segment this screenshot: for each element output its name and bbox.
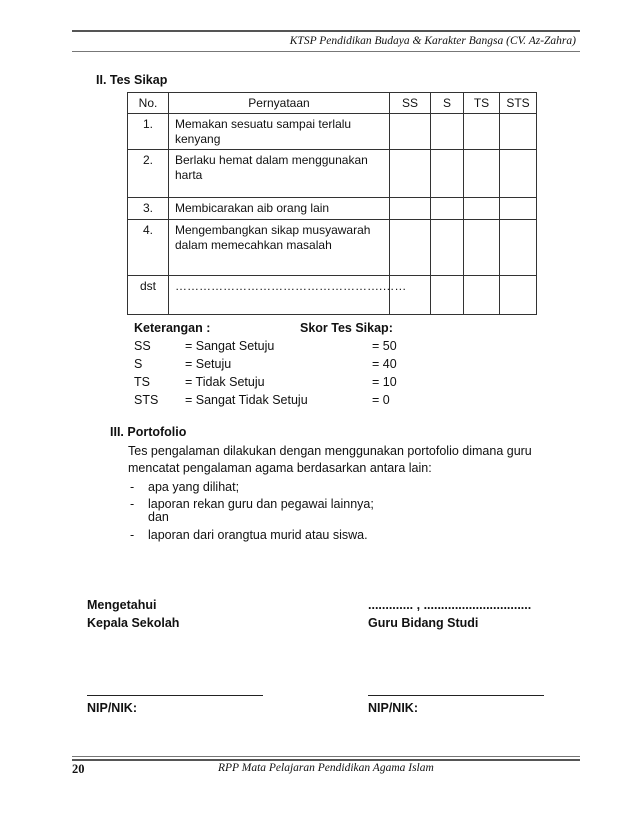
answer-cell-ts[interactable] [464,220,500,276]
legend-score: = 40 [372,357,397,371]
answer-cell-ss[interactable] [390,198,431,220]
list-item: laporan dari orangtua murid atau siswa. [148,528,368,542]
row-statement: …………………………………………….…… [169,276,390,315]
header-rule-top [72,30,580,32]
list-bullet: - [130,480,135,494]
table-header-row [128,93,537,114]
legend-meaning: = Sangat Tidak Setuju [185,393,308,407]
answer-cell-s[interactable] [431,220,464,276]
answer-cell-s[interactable] [431,150,464,198]
row-statement: Mengembangkan sikap musyawarah dalam memecahkan masalah [169,220,390,276]
nip-right: NIP/NIK: [368,701,418,715]
section-title-tes-sikap: II. Tes Sikap [96,73,168,87]
answer-cell-ts[interactable] [464,150,500,198]
footer-rule-top [72,756,580,757]
signature-right-date: ............. , ............................... [368,598,532,612]
row-statement: Memakan sesuatu sampai terlalu kenyang [169,114,390,150]
legend-score: = 50 [372,339,397,353]
list-item: apa yang dilihat; [148,480,240,494]
table-row [128,198,537,220]
answer-cell-ss[interactable] [390,114,431,150]
answer-cell-sts[interactable] [500,114,537,150]
legend-meaning: = Setuju [185,357,232,371]
answer-cell-sts[interactable] [500,150,537,198]
attitude-test-table [127,92,537,315]
legend-code: SS [134,339,151,353]
col-header-ts: TS [464,93,500,114]
nip-left: NIP/NIK: [87,701,137,715]
table-row [128,220,537,276]
footer-rule-bottom [72,759,580,761]
skor-label: Skor Tes Sikap: [300,321,393,335]
list-bullet: - [130,497,135,511]
answer-cell-ts[interactable] [464,198,500,220]
answer-cell-ts[interactable] [464,276,500,315]
row-number: 4. [128,220,169,276]
legend-score: = 10 [372,375,397,389]
answer-cell-s[interactable] [431,276,464,315]
row-statement: Berlaku hemat dalam menggunakan harta [169,150,390,198]
legend-code: TS [134,375,150,389]
answer-cell-ss[interactable] [390,150,431,198]
answer-cell-ts[interactable] [464,114,500,150]
answer-cell-sts[interactable] [500,276,537,315]
legend-meaning: = Sangat Setuju [185,339,275,353]
page-number: 20 [72,762,85,776]
list-item-continuation: dan [148,510,169,524]
header-rule-bottom [72,51,580,52]
table-row [128,150,537,198]
col-header-s: S [431,93,464,114]
answer-cell-s[interactable] [431,198,464,220]
signature-left-role: Kepala Sekolah [87,616,180,630]
signature-line-left [87,695,263,696]
col-header-sts: STS [500,93,537,114]
legend-code: S [134,357,143,371]
answer-cell-s[interactable] [431,114,464,150]
table-row [128,114,537,150]
col-header-pernyataan: Pernyataan [169,93,390,114]
answer-cell-sts[interactable] [500,220,537,276]
legend-score: = 0 [372,393,390,407]
list-bullet: - [130,528,135,542]
footer-title: RPP Mata Pelajaran Pendidikan Agama Islam [218,762,434,774]
row-number: 3. [128,198,169,220]
portfolio-intro: Tes pengalaman dilakukan dengan menggunakan portofolio dimana guru mencatat pengalaman agama berdasarkan antara lain: [128,444,532,475]
col-header-no: No. [128,93,169,114]
section-title-portofolio: III. Portofolio [110,425,187,439]
signature-right-role: Guru Bidang Studi [368,616,479,630]
list-item: laporan rekan guru dan pegawai lainnya; [148,497,374,511]
answer-cell-ss[interactable] [390,220,431,276]
header-title: KTSP Pendidikan Budaya & Karakter Bangsa (CV. Az-Zahra) [289,35,576,47]
signature-left-heading: Mengetahui [87,598,157,612]
signature-line-right [368,695,544,696]
col-header-ss: SS [390,93,431,114]
row-statement: Membicarakan aib orang lain [169,198,390,220]
row-number: 1. [128,114,169,150]
table-row [128,276,537,315]
legend-meaning: = Tidak Setuju [185,375,265,389]
keterangan-label: Keterangan : [134,321,211,335]
row-number: 2. [128,150,169,198]
row-number: dst [128,276,169,315]
answer-cell-sts[interactable] [500,198,537,220]
legend-code: STS [134,393,159,407]
